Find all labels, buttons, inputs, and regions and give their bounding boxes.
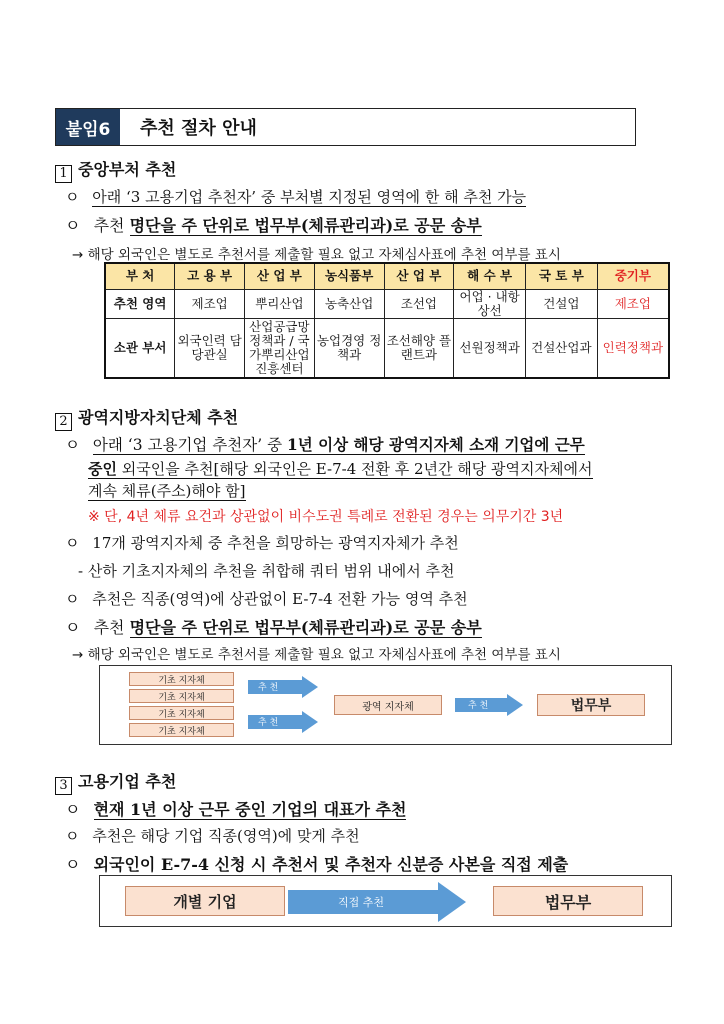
table-cell: 뿌리산업 [245,289,315,318]
section3-bullet1-bold: 현재 1년 이상 근무 중인 기업의 대표가 추천 [93,800,407,819]
section2-bullet1-line3-text: 계속 체류(주소)해야 함] [88,482,246,500]
bullet-mark: ㅇ [65,436,80,454]
section1-bullet1 [65,186,526,207]
section1-note: → 해당 외국인은 별도로 추천서를 제출할 필요 없고 자체심사표에 추천 여부를 표시 [72,247,561,263]
table-header-cell: 중기부 [597,263,669,289]
section2-number: 2 [55,413,72,431]
section2-bullet2 [65,532,459,553]
table-cell: 건설업 [525,289,597,318]
basic-gov-box: 기초 지자체 [129,723,234,737]
table-cell: 농축산업 [314,289,384,318]
basic-gov-box: 기초 지자체 [129,672,234,686]
regional-gov-box: 광역 지자체 [334,695,442,715]
section1-bullet2 [65,213,482,236]
table-header-row [105,263,669,289]
section2-bullet4 [65,615,482,638]
table-header-cell: 고 용 부 [175,263,245,289]
section2-heading-text: 광역지방자치단체 추천 [78,408,239,427]
section1-bullet2-pre: 추천 [93,216,130,235]
section2-bullet1-pre: 아래 ‘3 고용기업 추천자’ 중 [92,436,288,454]
section2-bullet2-text: 17개 광역지자체 중 추천을 희망하는 광역지자체가 추천 [92,534,459,552]
page-title-box [55,108,636,146]
arrow-label: 추 천 [258,683,279,693]
ministry-of-justice-box: 법무부 [493,886,643,916]
table-cell: 산업공급망 정책과 / 국가뿌리산업 진흥센터 [245,318,315,378]
section2-bullet1-line2-text: 외국인을 추천[해당 외국인은 E-7-4 전환 후 2년간 해당 광역지자체에서 [116,460,593,478]
arrow-right-icon [455,694,525,716]
table-header-cell: 산 업 부 [245,263,315,289]
section2-bullet1-line2 [88,458,593,479]
arrow-label: 직접 추천 [338,896,385,909]
section3-bullet3-bold: 외국인이 E-7-4 신청 시 추천서 및 추천자 신분증 사본을 직접 제출 [93,855,569,874]
table-cell: 제조업 [597,289,669,318]
section1-heading [55,157,176,183]
bullet-mark: ㅇ [65,216,81,235]
section2-bullet1-bold: 1년 이상 해당 광역지자체 소재 기업에 근무 [287,435,585,454]
section1-number: 1 [55,165,72,183]
bullet-mark: ㅇ [65,618,81,637]
table-cell: 제조업 [175,289,245,318]
section2-bullet1-line2-bold: 중인 [88,460,117,478]
section3-number: 3 [55,777,72,795]
section2-heading [55,405,238,431]
table-header-cell: 농식품부 [314,263,384,289]
section2-bullet4-bold: 명단을 주 단위로 법무부(체류관리과)로 공문 송부 [129,618,482,637]
section3-bullet1 [65,797,406,820]
bullet-mark: ㅇ [65,800,81,819]
section3-bullet2-text: 추천은 해당 기업 직종(영역)에 맞게 추천 [92,827,360,845]
section2-bullet3-text: 추천은 직종(영역)에 상관없이 E-7-4 전환 가능 영역 추천 [92,590,468,608]
section2-red-note: ※ 단, 4년 체류 요건과 상관없이 비수도권 특례로 전환된 경우는 의무기간 3년 [88,509,564,525]
table-cell: 농업경영 정책과 [314,318,384,378]
table-cell: 인력정책과 [597,318,669,378]
attachment-tag: 붙임6 [56,109,120,145]
table-row [105,289,669,318]
table-cell: 조선업 [384,289,454,318]
table-row-head: 추천 영역 [105,289,175,318]
bullet-mark: ㅇ [65,534,80,552]
table-cell: 조선해양 플랜트과 [384,318,454,378]
table-header-cell: 해 수 부 [454,263,526,289]
table-cell: 건설산업과 [525,318,597,378]
section1-bullet2-bold: 명단을 주 단위로 법무부(체류관리과)로 공문 송부 [129,216,482,235]
ministry-table [104,262,670,379]
section2-note: → 해당 외국인은 별도로 추천서를 제출할 필요 없고 자체심사표에 추천 여부를 표시 [72,647,561,663]
table-header-cell: 국 토 부 [525,263,597,289]
section3-bullet2 [65,825,360,846]
table-header-cell: 부 처 [105,263,175,289]
company-flow-diagram [99,875,672,927]
table-cell: 선원정책과 [454,318,526,378]
table-header-cell: 산 업 부 [384,263,454,289]
company-box: 개별 기업 [125,886,285,916]
arrow-label: 추 천 [258,718,279,728]
section1-heading-text: 중앙부처 추천 [78,160,177,179]
section3-bullet3 [65,852,568,875]
section2-bullet1-line1 [65,433,585,455]
bullet-mark: ㅇ [65,188,80,206]
page-title: 추천 절차 안내 [140,118,257,139]
ministry-of-justice-box: 법무부 [537,694,645,716]
basic-gov-box: 기초 지자체 [129,689,234,703]
table-cell: 어업 · 내항상선 [454,289,526,318]
table-row [105,318,669,378]
section2-dash: - 산하 기초지자체의 추천을 취합해 쿼터 범위 내에서 추천 [78,562,455,580]
section2-bullet4-pre: 추천 [93,618,130,637]
section3-heading-text: 고용기업 추천 [78,772,177,791]
basic-gov-box: 기초 지자체 [129,706,234,720]
table-row-head: 소관 부서 [105,318,175,378]
bullet-mark: ㅇ [65,827,80,845]
section2-bullet3 [65,588,468,609]
section1-bullet1-text: 아래 ‘3 고용기업 추천자’ 중 부처별 지정된 영역에 한 해 추천 가능 [92,188,527,206]
arrow-label: 추 천 [468,701,489,711]
section3-heading [55,769,176,795]
bullet-mark: ㅇ [65,855,81,874]
regional-flow-diagram [99,665,672,745]
table-cell: 외국인력 담당관실 [175,318,245,378]
section2-bullet1-line3 [88,480,246,501]
bullet-mark: ㅇ [65,590,80,608]
